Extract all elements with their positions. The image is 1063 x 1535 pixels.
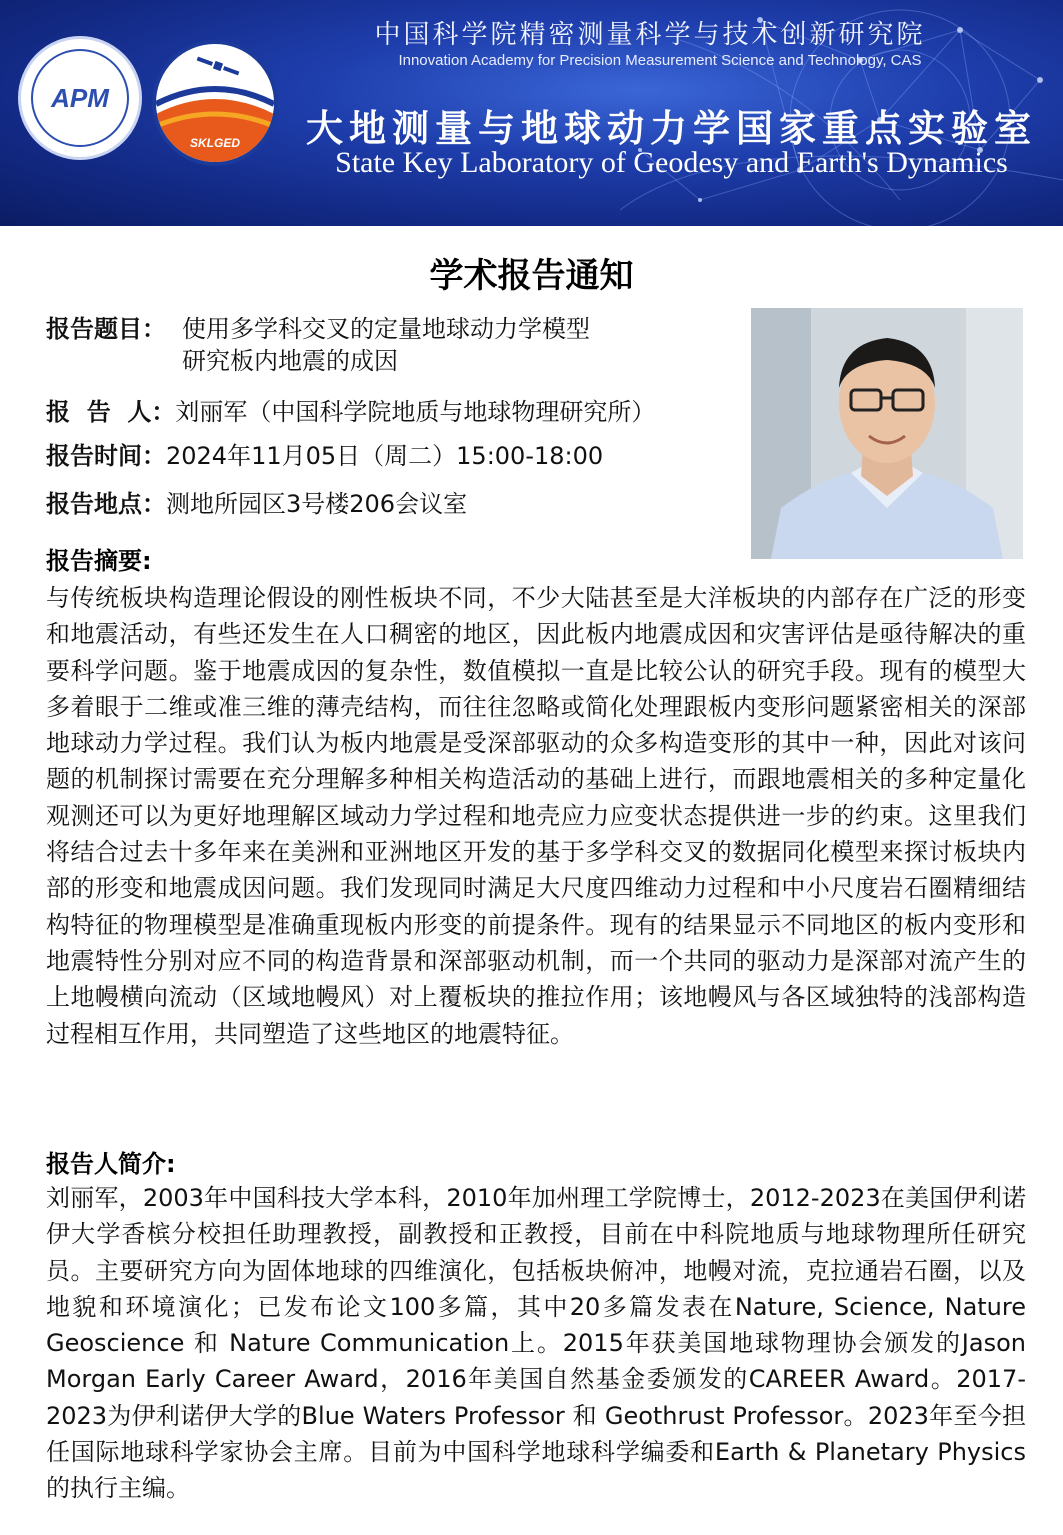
bio-text: 刘丽军，2003年中国科技大学本科，2010年加州理工学院博士，2012-2023在美国伊利诺伊大学香槟分校担任助理教授，副教授和正教授，目前在中科院地质与地球物理所任研究员。主要研究方向为固体地球的四维演化，包括板块俯冲，地幔对流，克拉通岩石圈，以及地貌和环境演化；已发布论文100多篇，其中20多篇发表在Nature, Science, Nature Geoscience 和 Nature Communication上。2015年获美国地球物理协会颁发的Jason Morgan Early Career Award，2016年美国自然基金委颁发的CAREER Award。2017-2023为伊利诺伊大学的Blue Waters Professor 和 Geothrust Professor。2023年至今担任国际地球科学家协会主席。目前为中国科学地球科学编委和Earth & Planetary Physics的执行主编。 xyxy=(46,1184,1026,1503)
place-value: 测地所园区3号楼206会议室 xyxy=(166,490,468,518)
time-value: 2024年11月05日（周二）15:00-18:00 xyxy=(166,442,604,470)
topic-row xyxy=(46,313,166,346)
lab-name-en: State Key Laboratory of Geodesy and Earth's Dynamics xyxy=(335,146,1008,179)
abstract-heading: 报告摘要: xyxy=(46,547,152,575)
topic-value xyxy=(182,313,702,377)
time-row xyxy=(46,440,603,473)
speaker-value: 刘丽军（中国科学院地质与地球物理研究所） xyxy=(175,398,656,426)
place-row xyxy=(46,488,467,521)
institute-name-cn: 中国科学院精密测量科学与技术创新研究院 xyxy=(374,20,926,50)
institute-name-en: Innovation Academy for Precision Measurement Science and Technology, CAS xyxy=(398,52,922,69)
bio-heading: 报告人简介: xyxy=(46,1150,176,1178)
sklged-logo-text: SKLGED xyxy=(189,136,240,150)
apm-logo-text: APM xyxy=(51,83,109,113)
topic-line-1: 使用多学科交叉的定量地球动力学模型 xyxy=(182,315,590,343)
speaker-photo xyxy=(751,308,1023,559)
apm-logo xyxy=(18,36,142,160)
speaker-portrait-graphic xyxy=(751,308,1023,559)
topic-line-2: 研究板内地震的成因 xyxy=(182,347,398,375)
time-label: 报告时间： xyxy=(46,442,166,470)
notice-title: 学术报告通知 xyxy=(429,256,634,296)
speaker-row xyxy=(46,396,655,429)
topic-label: 报告题目： xyxy=(46,315,166,343)
speaker-label: 报 告 人： xyxy=(46,398,176,426)
place-label: 报告地点： xyxy=(46,490,166,518)
header-banner xyxy=(0,0,1063,226)
sklged-logo xyxy=(152,40,278,166)
abstract-text: 与传统板块构造理论假设的刚性板块不同，不少大陆甚至是大洋板块的内部存在广泛的形变和地震活动，有些还发生在人口稠密的地区，因此板内地震成因和灾害评估是亟待解决的重要科学问题。鉴于地震成因的复杂性，数值模拟一直是比较公认的研究手段。现有的模型大多着眼于二维或准三维的薄壳结构，而往往忽略或简化处理跟板内变形问题紧密相关的深部地球动力学过程。我们认为板内地震是受深部驱动的众多构造变形的其中一种，因此对该问题的机制探讨需要在充分理解多种相关构造活动的基础上进行，而跟地震相关的多种定量化观测还可以为更好地理解区域动力学过程和地壳应力应变状态提供进一步的约束。这里我们将结合过去十多年来在美洲和亚洲地区开发的基于多学科交叉的数据同化模型来探讨板块内部的形变和地震成因问题。我们发现同时满足大尺度四维动力过程和中小尺度岩石圈精细结构特征的物理模型是准确重现板内形变的前提条件。现有的结果显示不同地区的板内变形和地震特性分别对应不同的构造背景和深部驱动机制，而一个共同的驱动力是深部对流产生的上地幔横向流动（区域地幔风）对上覆板块的推拉作用；该地幔风与各区域独特的浅部构造过程相互作用，共同塑造了这些地区的地震特征。 xyxy=(46,584,1026,1048)
lab-name-cn: 大地测量与地球动力学国家重点实验室 xyxy=(306,106,1037,150)
